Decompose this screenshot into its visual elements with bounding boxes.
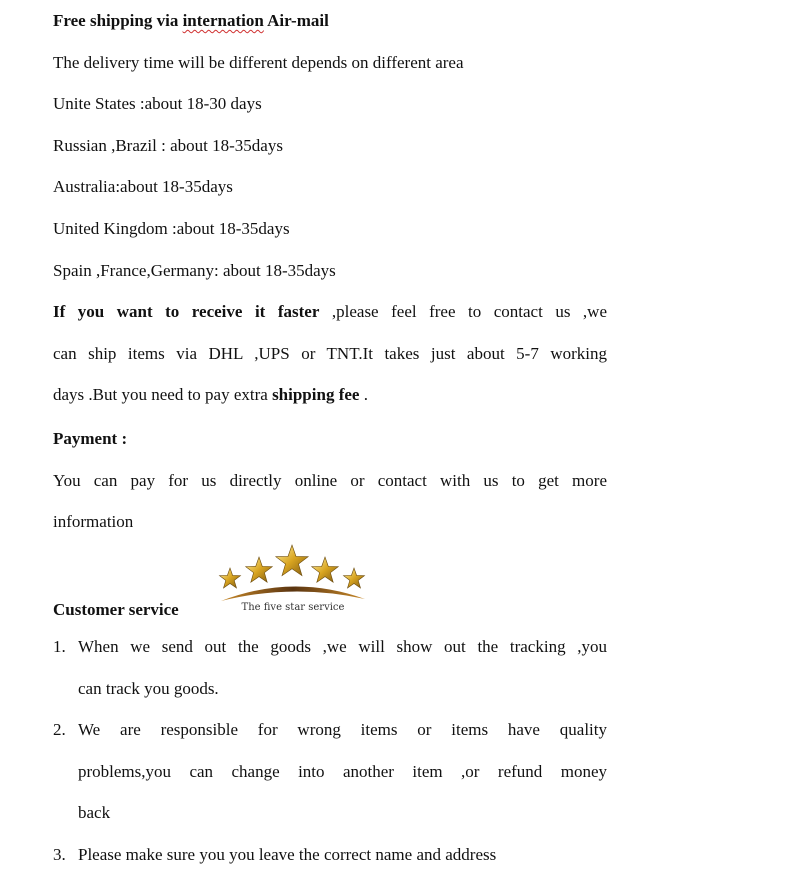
- delivery-note: The delivery time will be different depends on different area: [53, 53, 464, 72]
- star-icon-2: [246, 557, 273, 582]
- item-1-line-1: When we send out the goods ,we will show out the tracking ,you: [78, 637, 607, 656]
- item-2-line-1: We are responsible for wrong items or items have quality: [78, 720, 607, 739]
- item-3-line-1: Please make sure you you leave the correct name and address: [78, 845, 497, 864]
- item-2-number: 2.: [53, 720, 66, 739]
- destination-australia: Australia:about 18-35days: [53, 177, 233, 196]
- destination-usa: Unite States :about 18-30 days: [53, 94, 262, 113]
- title-suffix: Air-mail: [263, 11, 329, 30]
- faster-line-3-end: .: [359, 385, 368, 404]
- destination-russia-brazil: Russian ,Brazil : about 18-35days: [53, 136, 283, 155]
- star-icon-3: [276, 545, 308, 576]
- payment-line-2: information: [53, 512, 134, 531]
- customer-service-heading: Customer service: [53, 600, 179, 619]
- five-star-icon: [213, 543, 373, 618]
- five-star-badge: [213, 543, 373, 618]
- item-1-line-2: can track you goods.: [78, 679, 219, 698]
- destination-uk: United Kingdom :about 18-35days: [53, 219, 290, 238]
- item-1-number: 1.: [53, 637, 66, 656]
- destination-europe: Spain ,France,Germany: about 18-35days: [53, 261, 336, 280]
- star-icon-4: [312, 557, 339, 582]
- faster-line-2: can ship items via DHL ,UPS or TNT.It takes just about 5-7 working: [53, 344, 607, 363]
- item-2-line-3: back: [78, 803, 111, 822]
- faster-line-1: [53, 302, 607, 322]
- shipping-title: [53, 11, 329, 31]
- item-3-number: 3.: [53, 845, 66, 864]
- faster-line-3-start: days .But you need to pay extra: [53, 385, 273, 404]
- badge-text: The five star service: [241, 602, 345, 613]
- faster-line-3: [53, 385, 368, 405]
- title-underlined-word: internation: [182, 11, 264, 30]
- faster-bold-lead: If you want to receive it faster: [53, 302, 320, 321]
- swoosh-shape: [221, 586, 365, 601]
- star-icon-1: [220, 568, 241, 588]
- star-icon-5: [344, 568, 365, 588]
- payment-heading: Payment :: [53, 429, 128, 448]
- item-2-line-2: problems,you can change into another item ,or refund money: [78, 762, 607, 781]
- payment-line-1: You can pay for us directly online or contact with us to get more: [53, 471, 607, 490]
- title-prefix: Free shipping via: [53, 11, 183, 30]
- shipping-fee-bold: shipping fee: [272, 385, 360, 404]
- faster-line-1-rest: ,please feel free to contact us ,we: [319, 302, 608, 321]
